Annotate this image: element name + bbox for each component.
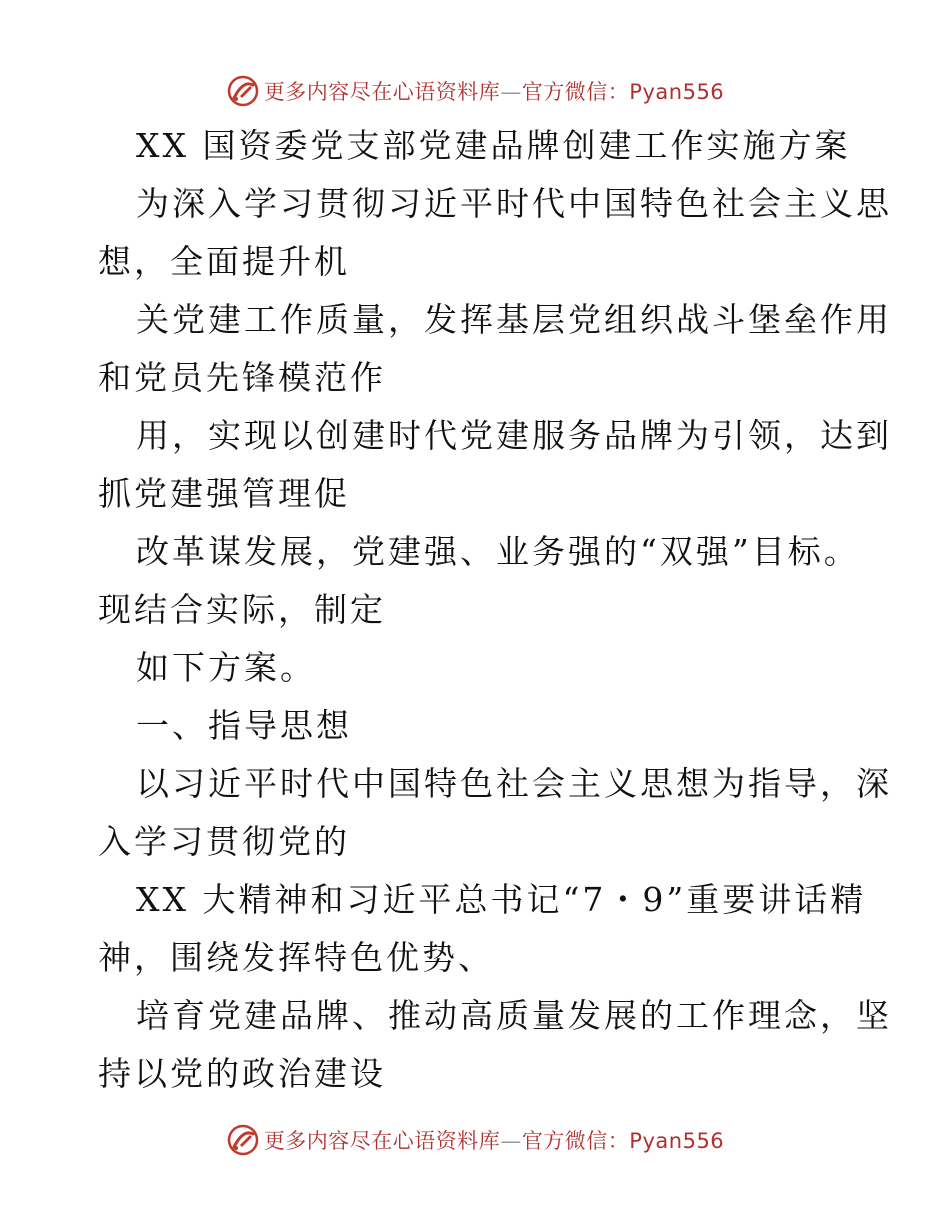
text-line: 以习近平时代中国特色社会主义思想为指导，深 — [136, 764, 892, 803]
text-line: 培育党建品牌、推动高质量发展的工作理念，坚 — [136, 996, 892, 1035]
text-line: 想，全面提升机 — [98, 242, 350, 281]
text-line: 一、指导思想 — [136, 706, 352, 745]
watermark-text: 更多内容尽在心语资料库—官方微信：Pyan556 — [263, 80, 725, 104]
text-line: XX 大精神和习近平总书记“7・9”重要讲话精 — [136, 880, 867, 919]
document-title: XX 国资委党支部党建品牌创建工作实施方案 — [136, 126, 851, 165]
text-line: 入学习贯彻党的 — [98, 822, 350, 861]
text-line: 现结合实际，制定 — [98, 590, 386, 629]
text-line: 关党建工作质量，发挥基层党组织战斗堡垒作用 — [136, 300, 892, 339]
text-line: 和党员先锋模范作 — [98, 358, 386, 397]
text-line: 持以党的政治建设 — [98, 1054, 386, 1093]
text-line: 神，围绕发挥特色优势、 — [98, 938, 494, 977]
document-body — [98, 117, 892, 1103]
text-line: 如下方案。 — [136, 648, 316, 687]
text-line: 为深入学习贯彻习近平时代中国特色社会主义思 — [136, 184, 892, 223]
text-line: 改革谋发展，党建强、业务强的“双强”目标。 — [136, 532, 860, 571]
text-line: 抓党建强管理促 — [98, 474, 350, 513]
brand-logo-icon — [226, 1123, 260, 1157]
footer-watermark-banner — [0, 1118, 950, 1162]
brand-logo-icon — [226, 74, 260, 108]
text-line: 用，实现以创建时代党建服务品牌为引领，达到 — [136, 416, 892, 455]
header-watermark-banner — [0, 69, 950, 113]
watermark-text: 更多内容尽在心语资料库—官方微信：Pyan556 — [263, 1129, 725, 1153]
